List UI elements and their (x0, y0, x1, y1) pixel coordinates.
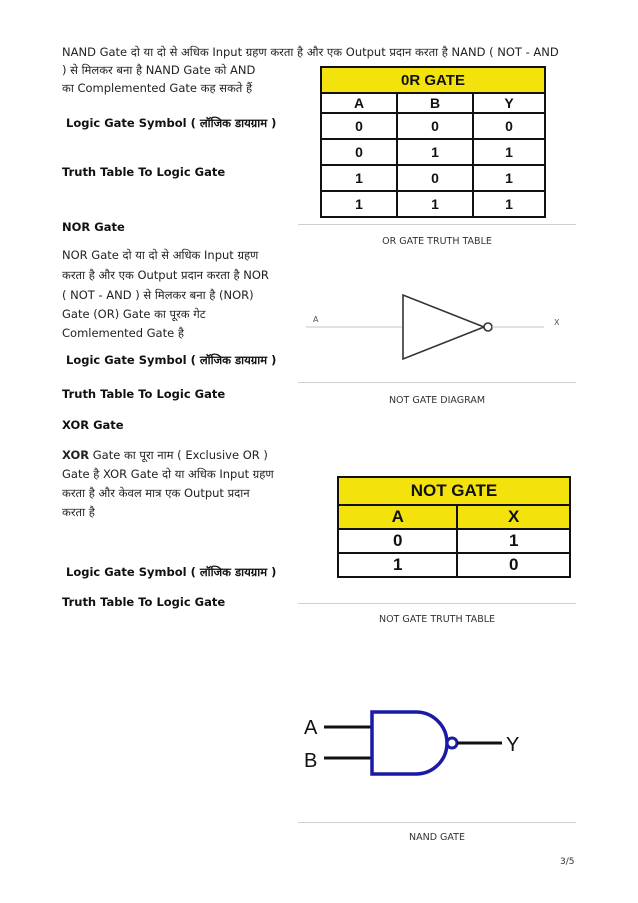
nand-body (372, 712, 447, 774)
divider (298, 224, 576, 225)
or-table-cell: 1 (473, 191, 545, 217)
nand-intro-line3: का Complemented Gate कह सकते हैं (62, 81, 253, 95)
or-table-caption: OR GATE TRUTH TABLE (382, 236, 492, 247)
nor-line: करता है और एक Output प्रदान करता है NOR (62, 268, 269, 282)
not-table-cell: 0 (338, 529, 457, 553)
nand-input-b-label: B (304, 750, 318, 772)
xor-line (62, 447, 268, 464)
or-table-cell: 1 (473, 165, 545, 191)
or-table-cell: 0 (321, 113, 397, 139)
or-table-cell: 0 (397, 113, 473, 139)
xor-line: करता है और केवल मात्र एक Output प्रदान (62, 486, 250, 500)
not-triangle (403, 295, 484, 359)
symbol-heading-1: Logic Gate Symbol ( लॉजिक डायग्राम ) (66, 116, 277, 130)
divider (298, 603, 576, 604)
or-table-cell: 1 (321, 165, 397, 191)
not-table-caption: NOT GATE TRUTH TABLE (378, 614, 496, 625)
nand-intro-line1: NAND Gate दो या दो से अधिक Input ग्रहण करता है और एक Output प्रदान करता है NAND ( NOT - AND (62, 45, 559, 59)
truth-heading-3: Truth Table To Logic Gate (62, 595, 226, 609)
nor-line: NOR Gate दो या दो से अधिक Input ग्रहण (62, 248, 259, 262)
not-table-title: NOT GATE (338, 477, 570, 505)
nor-title: NOR Gate (62, 220, 125, 234)
xor-lead: XOR (62, 448, 90, 462)
not-table-cell: 1 (338, 553, 457, 577)
not-table-cell: 1 (457, 529, 570, 553)
nor-line: ( NOT - AND ) से मिलकर बना है (NOR) (62, 288, 254, 302)
or-table-cell: 0 (397, 165, 473, 191)
not-table-header: X (457, 505, 570, 529)
nor-line: Comlemented Gate है (62, 326, 184, 340)
or-table-header: B (397, 93, 473, 113)
symbol-heading-2: Logic Gate Symbol ( लॉजिक डायग्राम ) (66, 353, 277, 367)
or-table-header: Y (473, 93, 545, 113)
truth-heading-2: Truth Table To Logic Gate (62, 387, 226, 401)
nand-bubble (447, 738, 457, 748)
symbol-heading-3: Logic Gate Symbol ( लॉजिक डायग्राम ) (66, 565, 277, 579)
xor-title: XOR Gate (62, 418, 124, 432)
xor-line: करता है (62, 505, 95, 519)
truth-heading-1: Truth Table To Logic Gate (62, 165, 226, 179)
or-table-cell: 1 (321, 191, 397, 217)
not-output-label: X (554, 318, 560, 327)
page-number: 3/5 (560, 857, 575, 867)
not-diagram-caption: NOT GATE DIAGRAM (388, 395, 486, 406)
not-gate-diagram (298, 280, 576, 370)
not-input-label: A (313, 315, 319, 324)
not-bubble (484, 323, 492, 331)
or-table-cell: 1 (397, 191, 473, 217)
not-table-header: A (338, 505, 457, 529)
not-truth-table (337, 476, 571, 578)
nand-output-label: Y (506, 734, 520, 756)
or-table-cell: 1 (473, 139, 545, 165)
or-table-cell: 1 (397, 139, 473, 165)
nand-gate-diagram (298, 700, 576, 780)
or-truth-table (320, 66, 546, 218)
divider (298, 822, 576, 823)
or-table-title: 0R GATE (321, 67, 545, 93)
xor-line1-rest: Gate का पूरा नाम ( Exclusive OR ) (89, 448, 268, 462)
nand-intro-line2: ) से मिलकर बना है NAND Gate को AND (62, 63, 256, 77)
divider (298, 382, 576, 383)
or-table-cell: 0 (321, 139, 397, 165)
not-table-cell: 0 (457, 553, 570, 577)
nand-caption: NAND GATE (409, 832, 465, 843)
xor-line: Gate है XOR Gate दो या अधिक Input ग्रहण (62, 467, 274, 481)
or-table-header: A (321, 93, 397, 113)
nor-line: Gate (OR) Gate का पूरक गेट (62, 307, 206, 321)
nand-input-a-label: A (304, 717, 318, 739)
or-table-cell: 0 (473, 113, 545, 139)
